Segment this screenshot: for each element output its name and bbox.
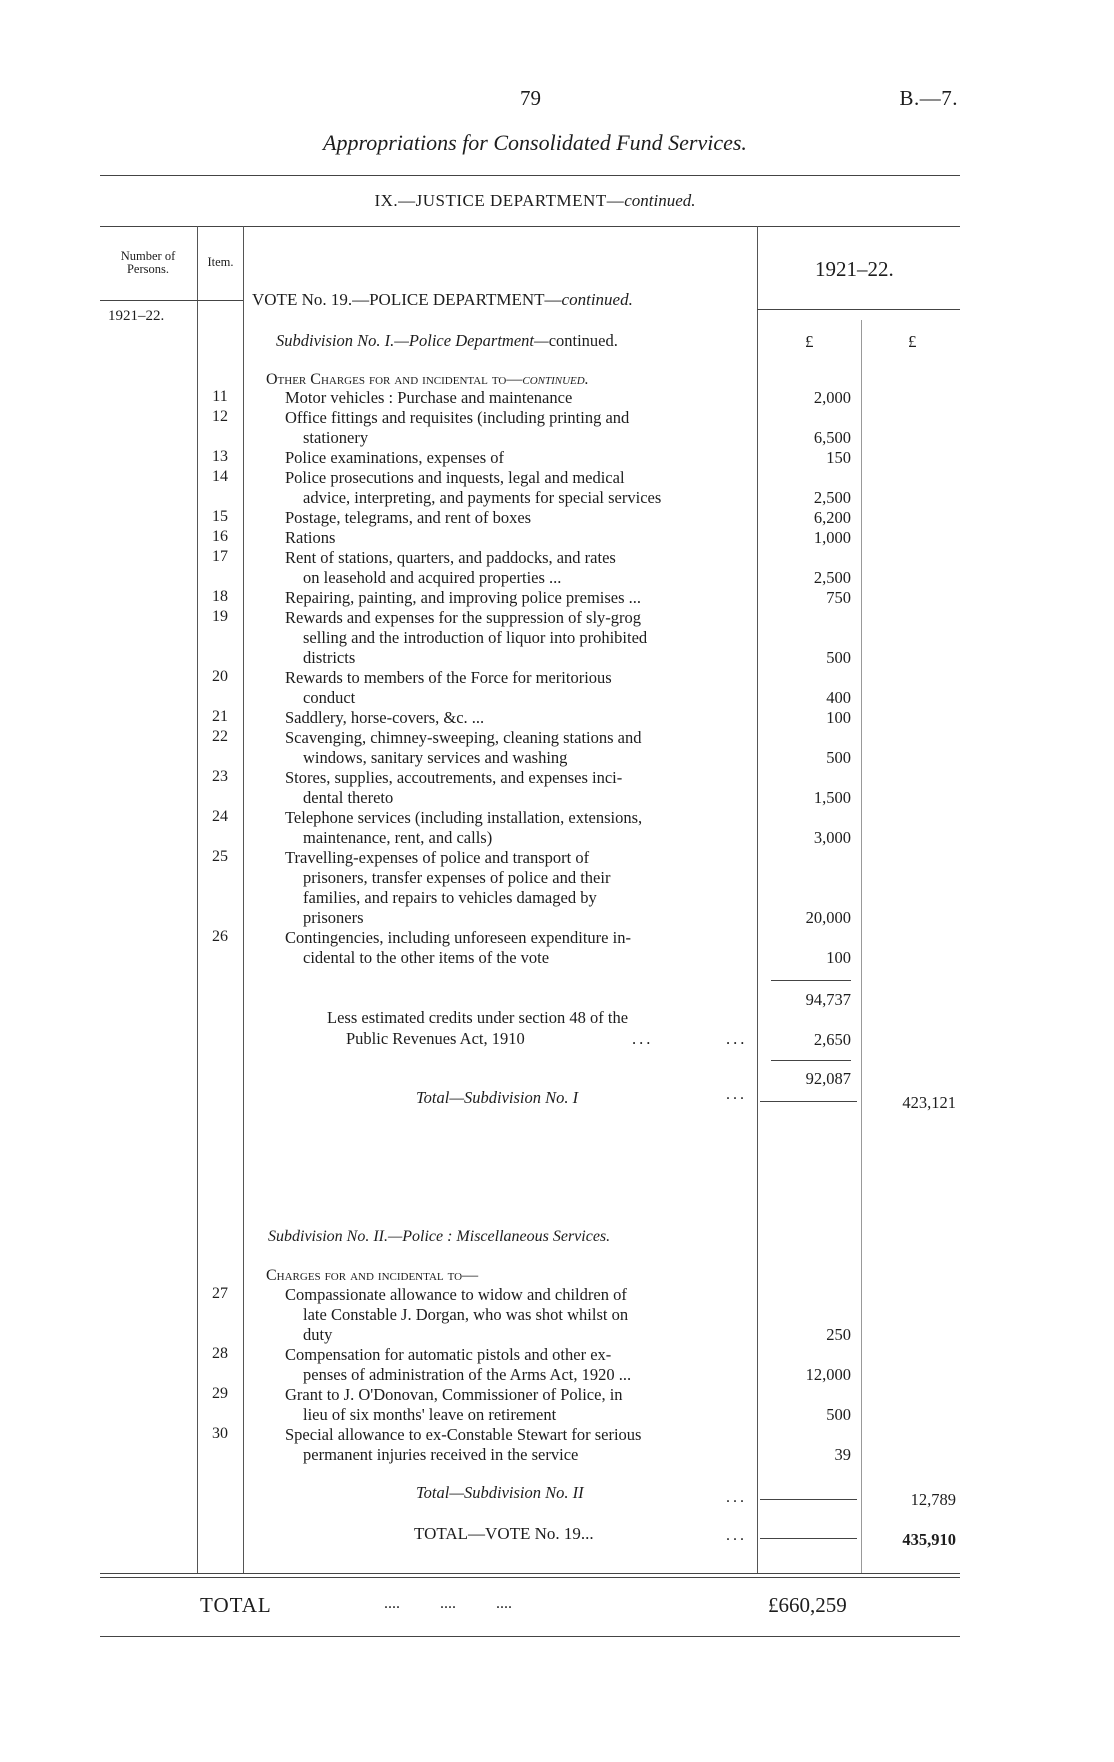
item-description-line: Travelling-expenses of police and transport of — [285, 848, 590, 867]
item-description-line: Office fittings and requisites (including printing and — [285, 408, 630, 427]
header-number-of-persons: Number of Persons. — [120, 249, 176, 276]
item-description-line: Saddlery, horse-covers, &c. ... — [285, 708, 485, 727]
subdivision-1-total-rule — [760, 1101, 857, 1102]
subdivision-1-total-label: Total—Subdivision No. I — [416, 1088, 579, 1107]
item-amount: 100 — [826, 708, 851, 727]
item-description-line: penses of administration of the Arms Act, 1920 ... — [303, 1365, 632, 1384]
item-description — [285, 528, 747, 548]
item-amount: 2,500 — [813, 568, 851, 587]
item-description — [285, 808, 747, 848]
grand-total-label: TOTAL — [200, 1593, 272, 1617]
header-rule-right — [757, 309, 960, 310]
item-description-line: Rewards and expenses for the suppression of sly-grog — [285, 608, 642, 627]
subdivision-1-charges-heading: Other Charges for and incidental to—continued. — [266, 371, 589, 388]
item-description-line: Special allowance to ex-Constable Stewart for serious — [285, 1425, 642, 1444]
item-description-line: Grant to J. O'Donovan, Commissioner of Police, in — [285, 1385, 623, 1404]
grand-total-rule — [100, 1636, 960, 1637]
item-description-line: on leasehold and acquired properties ... — [303, 568, 562, 587]
item-description — [285, 848, 747, 928]
item-number: 23 — [212, 768, 228, 785]
item-number: 13 — [212, 448, 228, 465]
table-top-rule — [100, 226, 960, 227]
vote-heading: VOTE No. 19.—POLICE DEPARTMENT—continued. — [252, 290, 633, 309]
subdivision-2-total-dots: ... — [726, 1489, 747, 1506]
pound-sign-2: £ — [908, 332, 917, 351]
item-description — [285, 388, 747, 408]
item-description-line: dental thereto — [303, 788, 394, 807]
item-amount: 100 — [826, 948, 851, 967]
item-description-line: prisoners, transfer expenses of police and their — [303, 868, 611, 887]
item-number: 29 — [212, 1385, 228, 1402]
item-description-line: Motor vehicles : Purchase and maintenance — [285, 388, 573, 407]
item-amount: 20,000 — [805, 908, 851, 927]
item-description-line: Rent of stations, quarters, and paddocks, and rates — [285, 548, 616, 567]
subdivision-1-total: 423,121 — [902, 1093, 956, 1112]
item-description — [285, 468, 747, 508]
subdivision-1-heading: Subdivision No. I.—Police Department—continued. — [276, 331, 618, 350]
subdivision-2-heading: Subdivision No. II.—Police : Miscellaneous Services. — [268, 1228, 611, 1245]
item-description-line: maintenance, rent, and calls) — [303, 828, 493, 847]
item-description-line: permanent injuries received in the service — [303, 1445, 579, 1464]
item-amount: 6,200 — [813, 508, 851, 527]
item-number: 20 — [212, 668, 228, 685]
grand-total-dots: .... .... .... — [384, 1595, 512, 1612]
subdivision-2-total: 12,789 — [910, 1490, 956, 1509]
item-amount: 500 — [826, 648, 851, 667]
vote-total-dots: ... — [726, 1527, 747, 1544]
header-year: 1921–22. — [815, 257, 894, 281]
net-rule — [771, 1060, 851, 1061]
item-description — [285, 608, 747, 668]
item-description — [285, 548, 747, 588]
header-rule-left — [100, 300, 243, 301]
item-number: 17 — [212, 548, 228, 565]
item-description-line: selling and the introduction of liquor into prohibited — [303, 628, 648, 647]
item-description-line: stationery — [303, 428, 369, 447]
item-description-line: Compensation for automatic pistols and other ex- — [285, 1345, 612, 1364]
pound-sign-1: £ — [805, 332, 814, 351]
vote-total-label: TOTAL—VOTE No. 19... — [414, 1524, 594, 1543]
item-amount: 2,500 — [813, 488, 851, 507]
item-number: 18 — [212, 588, 228, 605]
item-amount: 750 — [826, 588, 851, 607]
less-credits-amount: 2,650 — [813, 1030, 851, 1049]
col-rule-item — [243, 226, 244, 1574]
table-bottom-rule-1 — [100, 1573, 960, 1574]
item-description-line: conduct — [303, 688, 356, 707]
item-description — [285, 668, 747, 708]
item-amount: 150 — [826, 448, 851, 467]
grand-total-amount: £660,259 — [768, 1593, 847, 1617]
item-description-line: families, and repairs to vehicles damaged by — [303, 888, 597, 907]
item-number: 26 — [212, 928, 228, 945]
subdivision-2-total-rule — [760, 1499, 857, 1500]
item-amount: 2,000 — [813, 388, 851, 407]
subdivision-1-total-dots: ... — [726, 1086, 747, 1103]
col-rule-persons — [197, 226, 198, 1574]
item-description-line: Compassionate allowance to widow and children of — [285, 1285, 627, 1304]
item-description-line: Contingencies, including unforeseen expenditure in- — [285, 928, 631, 947]
item-description-line: cidental to the other items of the vote — [303, 948, 550, 967]
item-amount: 12,000 — [805, 1365, 851, 1384]
persons-year: 1921–22. — [108, 308, 165, 324]
col-rule-amount — [861, 320, 862, 1574]
item-description — [285, 508, 747, 528]
item-number: 28 — [212, 1345, 228, 1362]
item-amount: 1,500 — [813, 788, 851, 807]
sum-rule — [771, 980, 851, 981]
item-description-line: duty — [303, 1325, 333, 1344]
item-number: 21 — [212, 708, 228, 725]
item-amount: 400 — [826, 688, 851, 707]
item-amount: 39 — [834, 1445, 851, 1464]
item-description-line: prisoners — [303, 908, 364, 927]
item-description — [285, 1425, 747, 1465]
vote-total-amount: 435,910 — [902, 1530, 956, 1549]
item-description-line: Telephone services (including installation, extensions, — [285, 808, 643, 827]
item-description-line: Scavenging, chimney-sweeping, cleaning stations and — [285, 728, 642, 747]
item-amount: 3,000 — [813, 828, 851, 847]
item-amount: 1,000 — [813, 528, 851, 547]
item-description-line: Rewards to members of the Force for meritorious — [285, 668, 612, 687]
item-description-line: Repairing, painting, and improving police premises ... — [285, 588, 642, 607]
less-credits-line-1: Less estimated credits under section 48 of the — [327, 1008, 629, 1027]
item-description-line: Rations — [285, 528, 336, 547]
item-number: 19 — [212, 608, 228, 625]
col-rule-description — [757, 226, 758, 1574]
item-description — [285, 448, 747, 468]
item-description — [285, 728, 747, 768]
table-bottom-rule-2 — [100, 1577, 960, 1578]
item-number: 25 — [212, 848, 228, 865]
item-number: 27 — [212, 1285, 228, 1302]
subdivision-1-sum: 94,737 — [805, 990, 851, 1009]
page-number: 79 — [520, 86, 541, 110]
subdivision-2-total-label: Total—Subdivision No. II — [416, 1483, 584, 1502]
item-description — [285, 1345, 747, 1385]
item-number: 22 — [212, 728, 228, 745]
item-description-line: windows, sanitary services and washing — [303, 748, 568, 767]
vote-total-rule — [760, 1538, 857, 1539]
header-item: Item. — [207, 255, 234, 269]
item-number: 15 — [212, 508, 228, 525]
item-description — [285, 708, 747, 728]
item-description — [285, 408, 747, 448]
item-description-line: districts — [303, 648, 356, 667]
item-description — [285, 588, 747, 608]
document-code: B.—7. — [899, 86, 958, 110]
item-amount: 500 — [826, 748, 851, 767]
item-description-line: Police prosecutions and inquests, legal and medical — [285, 468, 625, 487]
item-description — [285, 768, 747, 808]
item-description-line: advice, interpreting, and payments for special services — [303, 488, 662, 507]
item-description-line: Postage, telegrams, and rent of boxes — [285, 508, 532, 527]
item-amount: 6,500 — [813, 428, 851, 447]
item-number: 14 — [212, 468, 228, 485]
item-number: 11 — [212, 388, 228, 405]
item-number: 24 — [212, 808, 228, 825]
title-rule — [100, 175, 960, 176]
less-credits-line-2: Public Revenues Act, 1910 ... ... — [346, 1029, 748, 1048]
item-number: 12 — [212, 408, 228, 425]
page-title: Appropriations for Consolidated Fund Services. — [323, 130, 747, 155]
item-description-line: lieu of six months' leave on retirement — [303, 1405, 557, 1424]
item-description — [285, 1285, 747, 1345]
item-number: 30 — [212, 1425, 228, 1442]
item-description — [285, 928, 747, 968]
item-description-line: Stores, supplies, accoutrements, and expenses inci- — [285, 768, 623, 787]
item-description — [285, 1385, 747, 1425]
item-amount: 500 — [826, 1405, 851, 1424]
item-number: 16 — [212, 528, 228, 545]
item-description-line: Police examinations, expenses of — [285, 448, 505, 467]
item-amount: 250 — [826, 1325, 851, 1344]
subdivision-1-net: 92,087 — [805, 1069, 851, 1088]
item-description-line: late Constable J. Dorgan, who was shot whilst on — [303, 1305, 629, 1324]
subdivision-2-charges-heading: Charges for and incidental to— — [266, 1267, 479, 1284]
department-heading: IX.—JUSTICE DEPARTMENT—continued. — [374, 191, 696, 210]
